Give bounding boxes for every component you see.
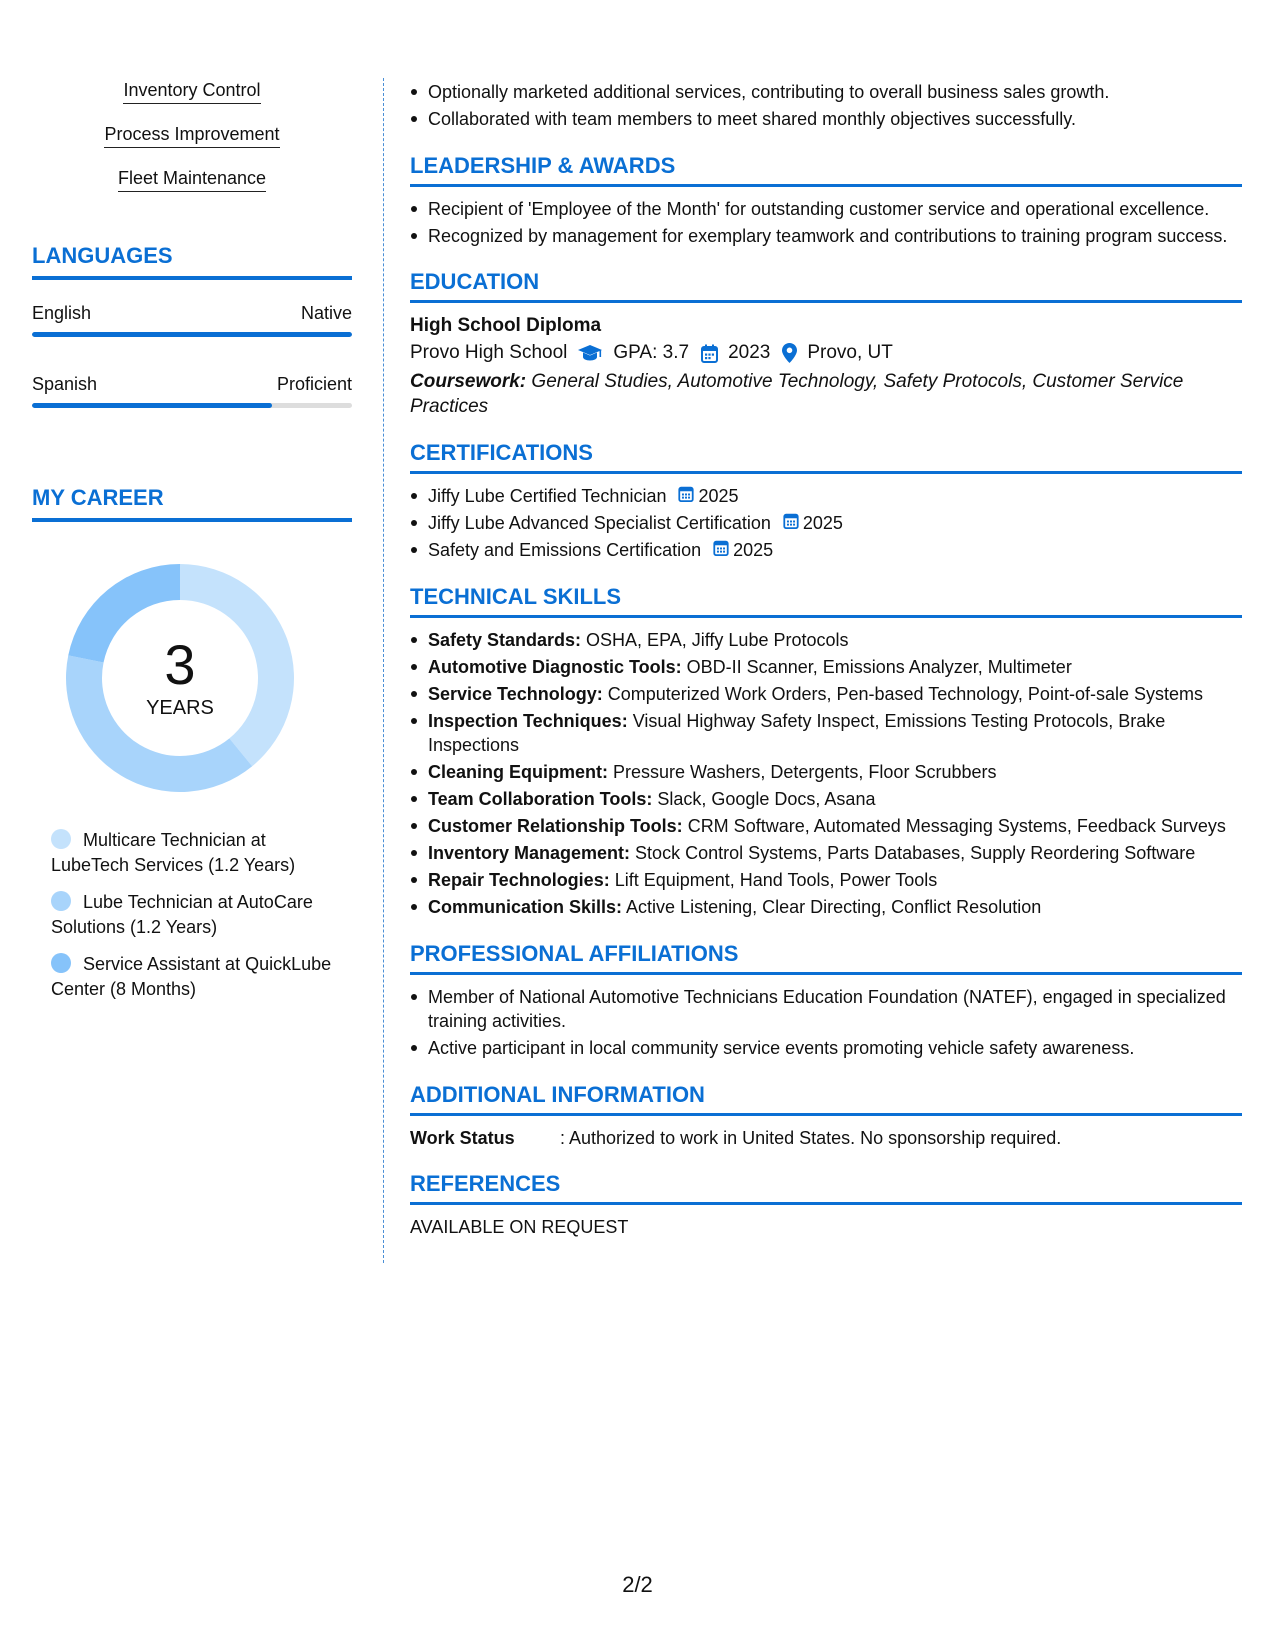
certification-item xyxy=(410,538,1242,563)
language-name: Spanish xyxy=(32,374,98,394)
legend-dot xyxy=(51,829,71,849)
career-legend xyxy=(51,828,341,1002)
language-level: Proficient xyxy=(276,374,352,394)
degree-title: High School Diploma xyxy=(410,315,602,336)
calendar-icon xyxy=(678,484,698,509)
career-total-years: 3 xyxy=(164,633,196,696)
graduation-cap-icon xyxy=(577,344,603,362)
school-location: Provo, UT xyxy=(807,342,893,363)
language-name: English xyxy=(32,303,92,323)
list-item: Member of National Automotive Technicians Education Foundation (NATEF), engaged in specialized training activities. xyxy=(410,985,1242,1034)
career-legend-label: Service Assistant at QuickLube Center (8 Months) xyxy=(51,954,332,999)
calendar-icon xyxy=(713,538,733,563)
experience-bullets xyxy=(410,80,1242,132)
career-section xyxy=(32,484,352,1002)
column-divider xyxy=(383,78,384,1263)
certification-item xyxy=(410,484,1242,509)
career-legend-item xyxy=(51,952,341,1002)
legend-dot xyxy=(51,953,71,973)
skill-values: OBD-II Scanner, Emissions Analyzer, Multimeter xyxy=(681,656,1072,677)
gpa-value: GPA: 3.7 xyxy=(613,342,690,363)
coursework-text: General Studies, Automotive Technology, Safety Protocols, Customer Service Practices xyxy=(410,371,1184,417)
language-item xyxy=(32,373,352,408)
skill-values: CRM Software, Automated Messaging Systems, Feedback Surveys xyxy=(682,816,1226,836)
list-item xyxy=(410,814,1242,839)
technical-skills-list xyxy=(410,628,1242,920)
education-heading: EDUCATION xyxy=(410,268,1242,303)
skill-category: Cleaning Equipment: xyxy=(428,762,608,782)
skill-values: Slack, Google Docs, Asana xyxy=(652,789,876,809)
location-pin-icon xyxy=(782,343,797,363)
additional-info-heading: ADDITIONAL INFORMATION xyxy=(410,1081,1242,1116)
skill-tags xyxy=(32,78,352,210)
skill-tag: Inventory Control xyxy=(123,78,260,104)
list-item: Collaborated with team members to meet shared monthly objectives successfully. xyxy=(410,107,1242,132)
language-item xyxy=(32,302,352,337)
calendar-icon xyxy=(701,344,718,363)
coursework xyxy=(410,370,1242,419)
skill-category: Inventory Management: xyxy=(428,843,631,863)
certification-name: Safety and Emissions Certification xyxy=(428,540,702,560)
certification-year: 2025 xyxy=(802,513,843,533)
skill-tag: Fleet Maintenance xyxy=(118,166,266,192)
list-item xyxy=(410,895,1242,920)
list-item: Recognized by management for exemplary teamwork and contributions to training program success. xyxy=(410,224,1242,249)
technical-skills-heading: TECHNICAL SKILLS xyxy=(410,583,1242,618)
affiliations-list xyxy=(410,985,1242,1061)
work-status-value: : Authorized to work in United States. No sponsorship required. xyxy=(560,1127,1062,1148)
skill-values: Pressure Washers, Detergents, Floor Scrubbers xyxy=(608,762,997,782)
skill-tag: Process Improvement xyxy=(104,122,279,148)
right-column xyxy=(410,78,1242,1239)
skill-values: Computerized Work Orders, Pen-based Technology, Point-of-sale Systems xyxy=(602,683,1203,704)
list-item xyxy=(410,628,1242,653)
leadership-list xyxy=(410,197,1242,249)
list-item: Optionally marketed additional services, contributing to overall business sales growth. xyxy=(410,80,1242,105)
certifications-list xyxy=(410,484,1242,563)
graduation-year: 2023 xyxy=(728,342,771,363)
leadership-heading: LEADERSHIP & AWARDS xyxy=(410,152,1242,187)
skill-category: Team Collaboration Tools: xyxy=(428,789,653,809)
calendar-icon xyxy=(783,511,803,536)
education-entry xyxy=(410,313,1242,419)
language-level-fill xyxy=(32,332,352,337)
languages-section xyxy=(32,242,352,408)
certifications-heading: CERTIFICATIONS xyxy=(410,439,1242,474)
skill-category: Communication Skills: xyxy=(428,897,623,917)
career-legend-item xyxy=(51,828,341,878)
left-column xyxy=(32,78,352,1014)
references-heading: REFERENCES xyxy=(410,1170,1242,1205)
skill-values: OSHA, EPA, Jiffy Lube Protocols xyxy=(581,629,849,650)
certification-name: Jiffy Lube Advanced Specialist Certification xyxy=(428,513,771,533)
language-level-bar xyxy=(32,403,352,408)
skill-category: Service Technology: xyxy=(428,683,603,704)
list-item xyxy=(410,787,1242,812)
coursework-label: Coursework: xyxy=(410,371,527,392)
list-item: Recipient of 'Employee of the Month' for outstanding customer service and operational excellence. xyxy=(410,197,1242,222)
skill-category: Customer Relationship Tools: xyxy=(428,816,683,836)
career-legend-label: Multicare Technician at LubeTech Services (1.2 Years) xyxy=(51,830,296,875)
skill-category: Automotive Diagnostic Tools: xyxy=(428,656,682,677)
career-heading: MY CAREER xyxy=(32,484,352,522)
career-legend-item xyxy=(51,890,341,940)
certification-year: 2025 xyxy=(733,540,774,560)
list-item xyxy=(410,868,1242,893)
skill-category: Inspection Techniques: xyxy=(428,710,628,731)
skill-values: Lift Equipment, Hand Tools, Power Tools xyxy=(609,870,938,890)
school-name: Provo High School xyxy=(410,342,568,363)
certification-year: 2025 xyxy=(698,486,739,506)
language-level-bar xyxy=(32,332,352,337)
language-level: Native xyxy=(300,303,352,323)
references-text: AVAILABLE ON REQUEST xyxy=(410,1216,629,1237)
career-legend-label: Lube Technician at AutoCare Solutions (1.2 Years) xyxy=(51,892,313,937)
certification-item xyxy=(410,511,1242,536)
skill-values: Active Listening, Clear Directing, Conflict Resolution xyxy=(622,897,1042,917)
language-level-fill xyxy=(32,403,272,408)
languages-heading: LANGUAGES xyxy=(32,242,352,280)
skill-category: Safety Standards: xyxy=(428,629,582,650)
skill-category: Repair Technologies: xyxy=(428,870,610,890)
list-item xyxy=(410,841,1242,866)
list-item xyxy=(410,682,1242,707)
career-years-unit: YEARS xyxy=(146,697,214,719)
list-item xyxy=(410,655,1242,680)
career-donut-chart xyxy=(66,564,294,792)
list-item xyxy=(410,760,1242,785)
list-item: Active participant in local community service events promoting vehicle safety awareness. xyxy=(410,1036,1242,1061)
affiliations-heading: PROFESSIONAL AFFILIATIONS xyxy=(410,940,1242,975)
skill-values: Stock Control Systems, Parts Databases, Supply Reordering Software xyxy=(630,843,1196,863)
work-status-row xyxy=(410,1126,1242,1150)
page-number: 2/2 xyxy=(622,1572,653,1597)
list-item xyxy=(410,709,1242,758)
skill-values: Visual Highway Safety Inspect, Emissions Testing Protocols, Brake Inspections xyxy=(428,710,1166,755)
legend-dot xyxy=(51,891,71,911)
certification-name: Jiffy Lube Certified Technician xyxy=(428,486,667,506)
work-status-label: Work Status xyxy=(410,1127,515,1148)
